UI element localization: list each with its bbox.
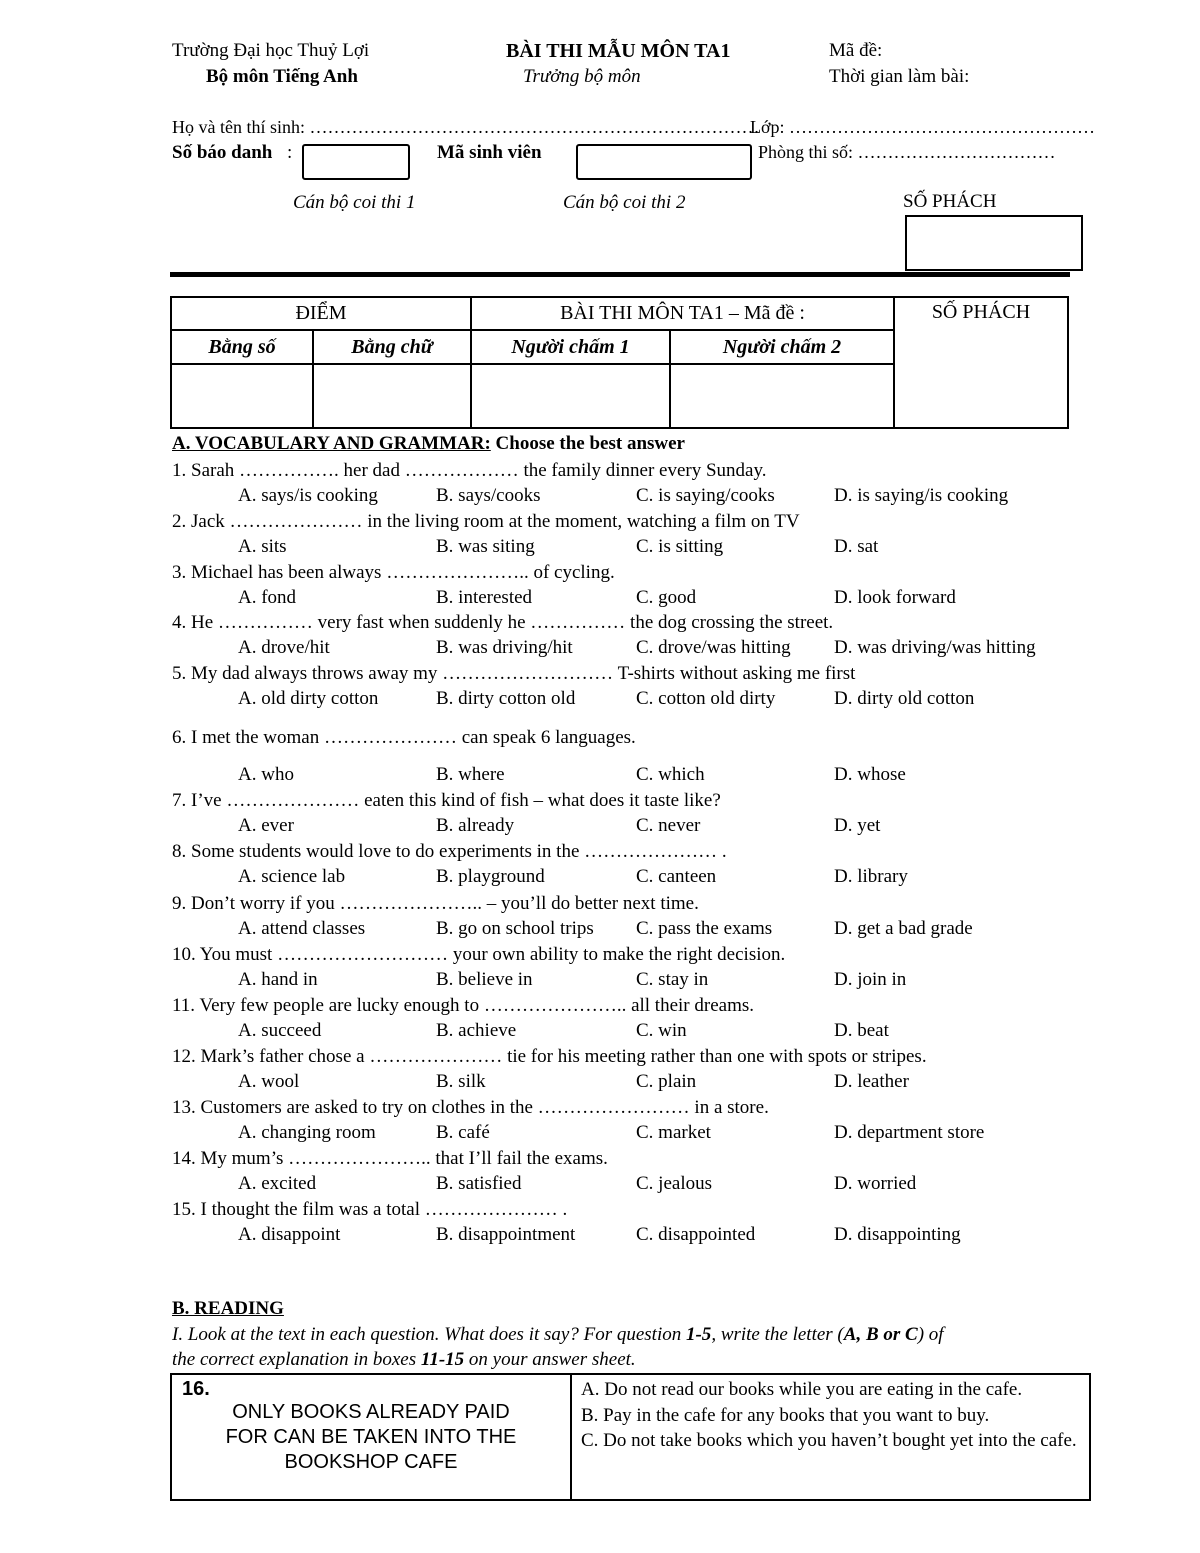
instruction-text: on your answer sheet. <box>464 1349 636 1370</box>
section-a-heading <box>172 433 685 455</box>
question-8-option-a[interactable]: A. science lab <box>238 866 346 887</box>
question-7-option-a[interactable]: A. ever <box>238 815 294 836</box>
instruction-boxes: 11-15 <box>420 1349 465 1370</box>
head-of-department-label: Trưởng bộ môn <box>523 66 641 87</box>
class-field: Lớp: …………………………………………… <box>750 117 1096 137</box>
question-2-stem: 2. Jack ………………… in the living room at the moment, watching a film on TV <box>172 511 800 532</box>
exam-code-label: Mã đề: <box>829 40 883 61</box>
question-1-option-a[interactable]: A. says/is cooking <box>238 485 378 506</box>
question-1-option-b[interactable]: B. says/cooks <box>436 485 541 506</box>
instruction-letters: A, B or C <box>843 1324 918 1345</box>
question-9-option-a[interactable]: A. attend classes <box>238 918 366 939</box>
question-12-stem: 12. Mark’s father chose a ………………… tie for his meeting rather than one with spots or stripes. <box>172 1046 927 1067</box>
question-12-option-c[interactable]: C. plain <box>636 1071 697 1092</box>
question-13-option-d[interactable]: D. department store <box>834 1122 985 1143</box>
score-in-number-header: Bằng số <box>171 330 313 364</box>
section-b-title: B. READING <box>172 1298 284 1319</box>
question-15-option-d[interactable]: D. disappointing <box>834 1224 961 1245</box>
proctor-1-label: Cán bộ coi thi 1 <box>293 192 416 213</box>
section-b-instruction-line-2 <box>172 1349 636 1371</box>
question-13-option-b[interactable]: B. café <box>436 1122 490 1143</box>
question-13-stem: 13. Customers are asked to try on clothes in the …………………… in a store. <box>172 1097 769 1118</box>
question-15-option-a[interactable]: A. disappoint <box>238 1224 341 1245</box>
header-divider <box>170 272 1070 277</box>
question-13-option-c[interactable]: C. market <box>636 1122 711 1143</box>
exam-title: BÀI THI MẪU MÔN TA1 <box>506 40 731 62</box>
section-a-title: A. VOCABULARY AND GRAMMAR: <box>172 433 491 454</box>
question-14-option-d[interactable]: D. worried <box>834 1173 917 1194</box>
question-1-option-c[interactable]: C. is saying/cooks <box>636 485 775 506</box>
question-15-option-b[interactable]: B. disappointment <box>436 1224 576 1245</box>
reading-item-number: 16. <box>182 1378 210 1400</box>
candidate-name-field: Họ và tên thí sinh: ………………………………………………………………… <box>172 117 760 137</box>
candidate-number-label: Số báo danh <box>172 142 273 163</box>
secret-code-box[interactable] <box>905 215 1083 271</box>
reading-option-b: B. Pay in the cafe for any books that you want to buy. <box>581 1404 990 1426</box>
question-3-option-c[interactable]: C. good <box>636 587 697 608</box>
question-12-option-a[interactable]: A. wool <box>238 1071 300 1092</box>
question-6-option-b[interactable]: B. where <box>436 764 505 785</box>
question-11-option-d[interactable]: D. beat <box>834 1020 889 1041</box>
question-13-option-a[interactable]: A. changing room <box>238 1122 376 1143</box>
student-id-label: Mã sinh viên <box>437 142 542 163</box>
question-10-option-a[interactable]: A. hand in <box>238 969 318 990</box>
question-9-stem: 9. Don’t worry if you ………………….. – you’ll do better next time. <box>172 893 699 914</box>
question-12-option-d[interactable]: D. leather <box>834 1071 909 1092</box>
question-9-option-d[interactable]: D. get a bad grade <box>834 918 973 939</box>
department-name: Bộ môn Tiếng Anh <box>206 66 358 87</box>
sign-line: FOR CAN BE TAKEN INTO THE <box>225 1426 517 1448</box>
exam-room-field: Phòng thi số: …………………………… <box>758 142 1056 162</box>
score-in-number-cell[interactable] <box>171 364 313 428</box>
question-14-option-b[interactable]: B. satisfied <box>436 1173 522 1194</box>
question-8-option-b[interactable]: B. playground <box>436 866 545 887</box>
question-4-option-b[interactable]: B. was driving/hit <box>436 637 573 658</box>
question-11-stem: 11. Very few people are lucky enough to ………………….. all their dreams. <box>172 995 754 1016</box>
question-11-option-b[interactable]: B. achieve <box>436 1020 517 1041</box>
question-2-option-a[interactable]: A. sits <box>238 536 287 557</box>
question-11-option-a[interactable]: A. succeed <box>238 1020 322 1041</box>
question-7-option-c[interactable]: C. never <box>636 815 701 836</box>
question-11-option-c[interactable]: C. win <box>636 1020 687 1041</box>
question-14-stem: 14. My mum’s ………………….. that I’ll fail the exams. <box>172 1148 608 1169</box>
score-header: ĐIỂM <box>171 297 471 330</box>
score-table <box>170 296 1069 429</box>
question-7-option-b[interactable]: B. already <box>436 815 515 836</box>
secret-code-label: SỐ PHÁCH <box>903 191 997 212</box>
proctor-2-label: Cán bộ coi thi 2 <box>563 192 686 213</box>
question-7-stem: 7. I’ve ………………… eaten this kind of fish – what does it taste like? <box>172 790 721 811</box>
question-5-stem: 5. My dad always throws away my ……………………… T-shirts without asking me first <box>172 663 856 684</box>
instruction-text: the correct explanation in boxes <box>172 1349 421 1370</box>
grader-2-header: Người chấm 2 <box>670 330 894 364</box>
question-8-option-d[interactable]: D. library <box>834 866 908 887</box>
reading-option-a: A. Do not read our books while you are eating in the cafe. <box>581 1379 1023 1400</box>
duration-label: Thời gian làm bài: <box>829 66 970 87</box>
question-15-option-c[interactable]: C. disappointed <box>636 1224 756 1245</box>
question-5-option-d[interactable]: D. dirty old cotton <box>834 688 975 709</box>
instruction-text: I. Look at the text in each question. What does it say? For question <box>172 1324 686 1345</box>
question-10-option-d[interactable]: D. join in <box>834 969 907 990</box>
question-8-option-c[interactable]: C. canteen <box>636 866 717 887</box>
question-8-stem: 8. Some students would love to do experiments in the ………………… . <box>172 841 727 862</box>
question-3-option-a[interactable]: A. fond <box>238 587 297 608</box>
secret-code-header: SỐ PHÁCH <box>894 297 1068 428</box>
exam-header: BÀI THI MÔN TA1 – Mã đề : <box>471 297 894 330</box>
grader-1-cell[interactable] <box>471 364 670 428</box>
question-12-option-b[interactable]: B. silk <box>436 1071 486 1092</box>
question-10-stem: 10. You must ……………………… your own ability to make the right decision. <box>172 944 786 965</box>
question-3-option-d[interactable]: D. look forward <box>834 587 956 608</box>
candidate-number-colon: : <box>287 142 293 163</box>
question-7-option-d[interactable]: D. yet <box>834 815 881 836</box>
question-4-option-d[interactable]: D. was driving/was hitting <box>834 637 1036 658</box>
score-in-words-header: Bằng chữ <box>313 330 471 364</box>
question-1-option-d[interactable]: D. is saying/is cooking <box>834 485 1009 506</box>
instruction-text: ) of <box>917 1324 944 1345</box>
question-2-option-b[interactable]: B. was siting <box>436 536 535 557</box>
sign-text <box>172 1400 570 1475</box>
candidate-number-box[interactable] <box>302 144 410 180</box>
question-15-stem: 15. I thought the film was a total ………………… . <box>172 1199 568 1220</box>
sign-line: BOOKSHOP CAFE <box>284 1451 458 1473</box>
section-b-instruction-line-1 <box>172 1324 944 1346</box>
question-10-option-b[interactable]: B. believe in <box>436 969 533 990</box>
question-6-stem: 6. I met the woman ………………… can speak 6 languages. <box>172 727 636 748</box>
question-3-option-b[interactable]: B. interested <box>436 587 533 608</box>
sign-cell <box>171 1374 571 1500</box>
question-10-option-c[interactable]: C. stay in <box>636 969 709 990</box>
question-5-option-a[interactable]: A. old dirty cotton <box>238 688 379 709</box>
question-14-option-a[interactable]: A. excited <box>238 1173 317 1194</box>
score-in-words-cell[interactable] <box>313 364 471 428</box>
reading-item-table <box>170 1373 1091 1501</box>
question-3-stem: 3. Michael has been always ………………….. of cycling. <box>172 562 615 583</box>
grader-1-header: Người chấm 1 <box>471 330 670 364</box>
question-4-option-c[interactable]: C. drove/was hitting <box>636 637 791 658</box>
grader-2-cell[interactable] <box>670 364 894 428</box>
question-9-option-c[interactable]: C. pass the exams <box>636 918 773 939</box>
school-name: Trường Đại học Thuỷ Lợi <box>172 40 370 61</box>
section-a-instruction: Choose the best answer <box>490 433 685 454</box>
question-5-option-b[interactable]: B. dirty cotton old <box>436 688 576 709</box>
sign-line: ONLY BOOKS ALREADY PAID <box>232 1401 510 1423</box>
question-1-stem: 1. Sarah ……………. her dad ……………… the family dinner every Sunday. <box>172 460 767 481</box>
reading-option-c: C. Do not take books which you haven’t bought yet into the cafe. <box>581 1430 1077 1451</box>
question-14-option-c[interactable]: C. jealous <box>636 1173 712 1194</box>
question-5-option-c[interactable]: C. cotton old dirty <box>636 688 776 709</box>
question-6-option-c[interactable]: C. which <box>636 764 705 785</box>
student-id-box[interactable] <box>576 144 752 180</box>
question-2-option-d[interactable]: D. sat <box>834 536 879 557</box>
question-9-option-b[interactable]: B. go on school trips <box>436 918 594 939</box>
question-4-option-a[interactable]: A. drove/hit <box>238 637 330 658</box>
question-4-stem: 4. He …………… very fast when suddenly he …………… the dog crossing the street. <box>172 612 834 633</box>
question-2-option-c[interactable]: C. is sitting <box>636 536 724 557</box>
instruction-range: 1-5 <box>685 1324 712 1345</box>
instruction-text: , write the letter ( <box>711 1324 844 1345</box>
question-6-option-d[interactable]: D. whose <box>834 764 906 785</box>
options-cell <box>571 1374 1090 1500</box>
question-6-option-a[interactable]: A. who <box>238 764 294 785</box>
